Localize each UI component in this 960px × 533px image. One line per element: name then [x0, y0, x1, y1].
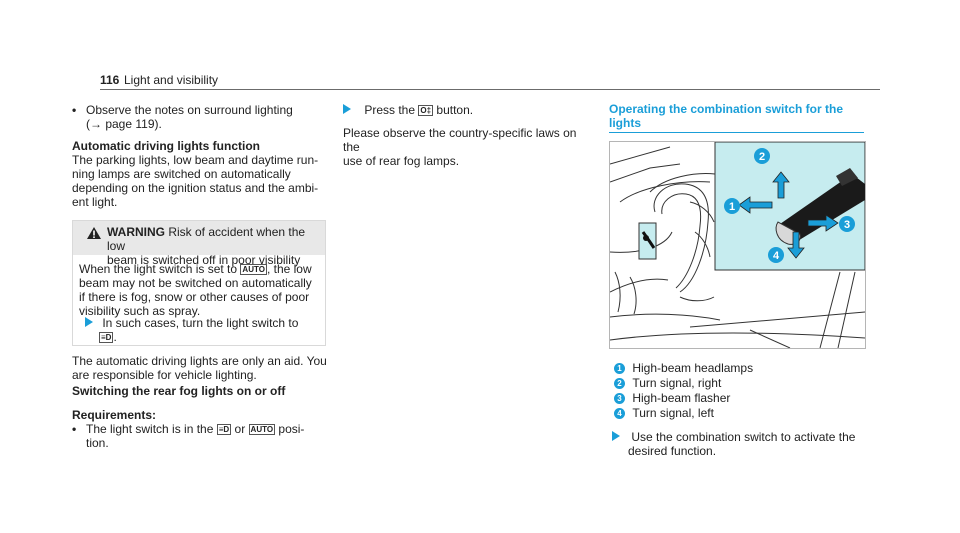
switch-action-step [612, 430, 872, 458]
combination-switch-figure [609, 141, 866, 349]
section-title-line: lights [609, 116, 641, 130]
requirements-label: Requirements: [72, 408, 157, 422]
fog-heading: Switching the rear fog lights on or off [72, 384, 286, 398]
callout-1: 1 [728, 201, 736, 213]
warning-label: WARNING [107, 225, 165, 239]
bullet-dot: • [72, 103, 77, 117]
observe-line: Please observe the country-specific laws on the [343, 126, 577, 154]
warning-header [73, 221, 325, 267]
legend-item [614, 361, 753, 375]
warning-head-line2: beam is switched off in poor visibility [107, 253, 301, 267]
aid-line: are responsible for vehicle lighting. [72, 368, 257, 382]
warning-body-suffix: , the low [266, 262, 312, 276]
press-prefix: Press the [364, 103, 416, 117]
legend-num: 4 [614, 408, 625, 419]
bullet-surround-ref[interactable]: (→ page 119). [86, 117, 162, 131]
warning-head-line1: Risk of accident when the low [107, 225, 306, 253]
callout-4: 4 [772, 250, 780, 262]
lowbeam-icon: ≡D [218, 425, 230, 435]
fog-light-icon[interactable]: O‡ [420, 106, 432, 116]
req-tion: tion. [86, 436, 109, 450]
auto-text [72, 153, 330, 209]
callout-3: 3 [843, 219, 851, 231]
section-title [609, 102, 881, 130]
warning-triangle-icon [87, 227, 101, 239]
warning-body [79, 262, 323, 318]
auto-line: ning lamps are switched on automatically [72, 167, 291, 181]
req-or: or [234, 422, 246, 436]
auto-heading: Automatic driving lights function [72, 139, 260, 153]
page-title: Light and visibility [124, 73, 219, 87]
legend-item [614, 391, 730, 405]
aid-text [72, 354, 330, 382]
auto-line: depending on the ignition status and the ambi- [72, 181, 319, 195]
warning-body-line: if there is fog, snow or other causes of poor [79, 290, 310, 304]
action-arrow-icon [343, 104, 351, 114]
legend-text: High-beam flasher [632, 391, 731, 405]
action-line: desired function. [628, 444, 717, 458]
legend-text: Turn signal, right [632, 376, 722, 390]
bullet-surround-text: Observe the notes on surround lighting [86, 103, 293, 117]
req-posi: posi- [278, 422, 305, 436]
auto-line: ent light. [72, 195, 118, 209]
page-number: 116 [100, 73, 120, 87]
warning-body-line [79, 262, 323, 276]
lowbeam-icon: ≡D [101, 333, 112, 343]
auto-icon: AUTO [250, 425, 274, 435]
legend-item [614, 376, 721, 390]
bullet-dot: • [72, 422, 77, 436]
legend-num: 2 [614, 378, 625, 389]
warning-action-suffix: . [113, 330, 117, 344]
dashboard-illustration [610, 142, 865, 348]
press-fog-step [343, 103, 593, 117]
aid-line: The automatic driving lights are only an aid. You [72, 354, 327, 368]
warning-head-text [107, 225, 321, 267]
warning-body-text: When the light switch is set to [79, 262, 238, 276]
warning-box [72, 220, 326, 346]
legend-text: Turn signal, left [632, 406, 714, 420]
callout-2: 2 [758, 151, 766, 163]
bullet-surround [72, 103, 344, 131]
warning-action-text: In such cases, turn the light switch to [102, 316, 299, 330]
observe-text [343, 126, 593, 168]
auto-line: The parking lights, low beam and daytime run- [72, 153, 319, 167]
section-title-line: Operating the combination switch for the [609, 102, 844, 116]
req-text: The light switch is in the [86, 422, 214, 436]
action-line: Use the combination switch to activate the [631, 430, 856, 444]
legend-num: 3 [614, 393, 625, 404]
warning-body-line: visibility such as spray. [79, 304, 201, 318]
legend-item [614, 406, 714, 420]
section-rule [609, 132, 864, 133]
action-arrow-icon [612, 431, 620, 441]
action-arrow-icon [85, 317, 93, 327]
legend-num: 1 [614, 363, 625, 374]
observe-line: use of rear fog lamps. [343, 154, 460, 168]
legend-text: High-beam headlamps [632, 361, 754, 375]
requirement-bullet [72, 422, 330, 450]
warning-body-line: beam may not be switched on automatically [79, 276, 312, 290]
auto-icon: AUTO [242, 265, 265, 275]
warning-action [85, 316, 321, 344]
header-rule [100, 89, 880, 90]
press-suffix: button. [436, 103, 474, 117]
